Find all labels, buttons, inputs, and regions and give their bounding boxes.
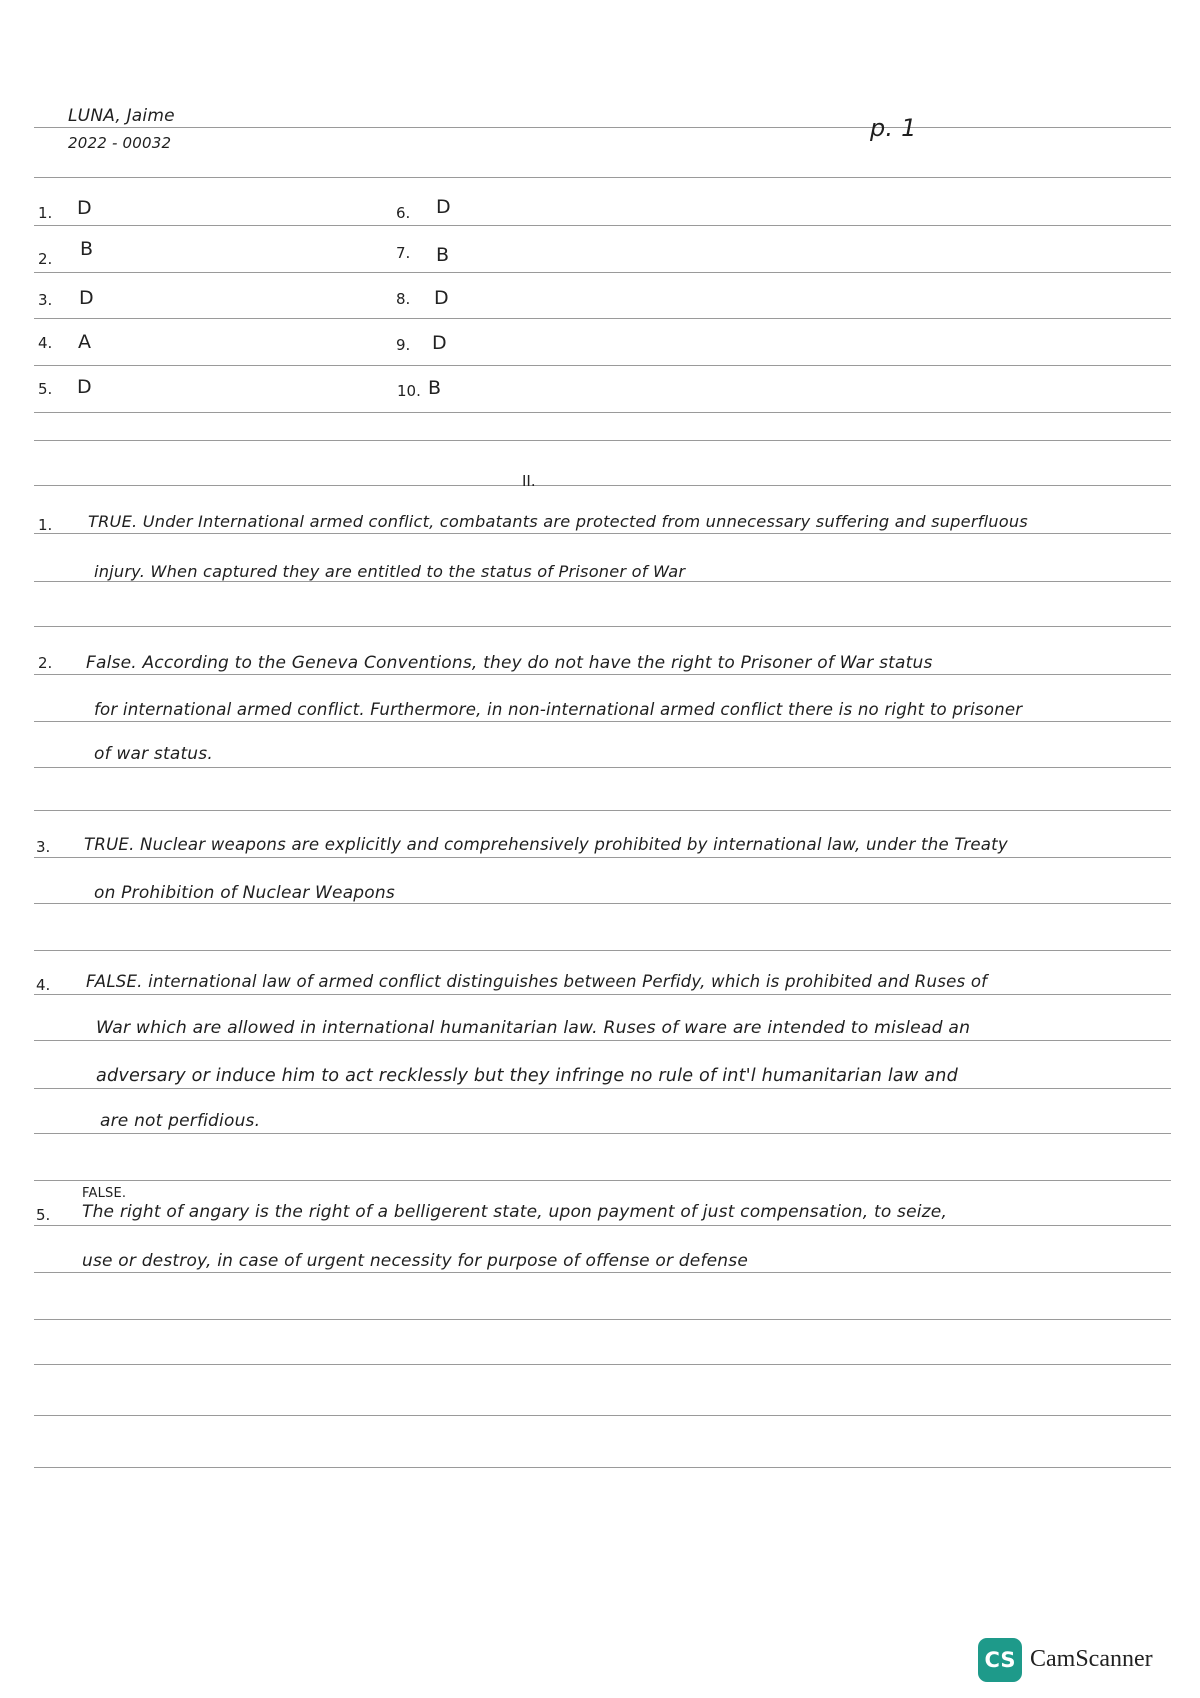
camscanner-text: CamScanner (1030, 1646, 1153, 1672)
ruled-line (34, 626, 1171, 627)
answer-number: 2. (38, 250, 53, 268)
answer-line: adversary or induce him to act recklessly but they infringe no rule of int'l humanitarian law and (96, 1066, 958, 1086)
ruled-line (34, 1319, 1171, 1320)
item-note: FALSE. (82, 1186, 127, 1201)
ruled-line (34, 225, 1171, 226)
answer-line: for international armed conflict. Furthermore, in non-international armed conflict there is no right to prisoner (94, 700, 1023, 719)
ruled-line (34, 1180, 1171, 1181)
student-name: LUNA, Jaime (68, 106, 175, 126)
answer-letter: D (434, 287, 449, 309)
answer-line: TRUE. Nuclear weapons are explicitly and comprehensively prohibited by international law, under the Treaty (84, 835, 1008, 854)
ruled-line (34, 1133, 1171, 1134)
item-number: 5. (36, 1206, 51, 1224)
item-number: 2. (38, 654, 53, 672)
answer-line: of war status. (94, 744, 213, 764)
answer-line: on Prohibition of Nuclear Weapons (94, 883, 395, 903)
ruled-line (34, 177, 1171, 178)
answer-letter: D (77, 376, 92, 398)
answer-number: 9. (396, 336, 411, 354)
page-number: p. 1 (870, 114, 917, 142)
ruled-line (34, 994, 1171, 995)
answer-letter: B (436, 244, 450, 266)
item-number: 1. (38, 516, 53, 534)
item-number: 4. (36, 976, 51, 994)
answer-letter: D (77, 197, 92, 219)
ruled-line (34, 1040, 1171, 1041)
section-heading: II. (522, 472, 536, 490)
ruled-line (34, 1225, 1171, 1226)
answer-number: 7. (396, 244, 411, 262)
ruled-line (34, 903, 1171, 904)
answer-number: 10. (397, 382, 421, 400)
answer-line: use or destroy, in case of urgent necessity for purpose of offense or defense (82, 1251, 748, 1271)
ruled-line (34, 767, 1171, 768)
ruled-line (34, 950, 1171, 951)
ruled-line (34, 721, 1171, 722)
answer-number: 3. (38, 291, 53, 309)
ruled-line (34, 1088, 1171, 1089)
answer-letter: A (78, 331, 91, 353)
ruled-line (34, 440, 1171, 441)
answer-letter: B (80, 238, 94, 260)
ruled-line (34, 1467, 1171, 1468)
ruled-line (34, 318, 1171, 319)
ruled-line (34, 810, 1171, 811)
answer-line: War which are allowed in international humanitarian law. Ruses of ware are intended to mislead an (96, 1018, 971, 1038)
answer-number: 6. (396, 204, 411, 222)
answer-line: injury. When captured they are entitled to the status of Prisoner of War (94, 562, 686, 581)
answer-line: TRUE. Under International armed conflict, combatants are protected from unnecessary suffering and superfluous (88, 512, 1028, 531)
ruled-line (34, 365, 1171, 366)
ruled-line (34, 674, 1171, 675)
answer-letter: B (428, 377, 442, 399)
answer-letter: D (79, 287, 94, 309)
answer-number: 5. (38, 380, 53, 398)
ruled-line (34, 533, 1171, 534)
ruled-line (34, 1364, 1171, 1365)
answer-line: The right of angary is the right of a belligerent state, upon payment of just compensation, to seize, (82, 1202, 948, 1222)
ruled-line (34, 485, 1171, 486)
answer-line: FALSE. international law of armed conflict distinguishes between Perfidy, which is prohibited and Ruses of (86, 972, 988, 991)
answer-number: 1. (38, 204, 53, 222)
ruled-line (34, 272, 1171, 273)
ruled-line (34, 127, 1171, 128)
answer-letter: D (432, 332, 447, 354)
student-id: 2022 - 00032 (68, 134, 172, 152)
ruled-line (34, 412, 1171, 413)
ruled-line (34, 1415, 1171, 1416)
answer-line: False. According to the Geneva Conventions, they do not have the right to Prisoner of War status (86, 653, 933, 673)
ruled-line (34, 581, 1171, 582)
answer-line: are not perfidious. (100, 1111, 261, 1131)
ruled-line (34, 857, 1171, 858)
item-number: 3. (36, 838, 51, 856)
answer-number: 4. (38, 334, 53, 352)
ruled-line (34, 1272, 1171, 1273)
camscanner-logo: CS (978, 1638, 1022, 1682)
answer-letter: D (436, 196, 451, 218)
answer-number: 8. (396, 290, 411, 308)
